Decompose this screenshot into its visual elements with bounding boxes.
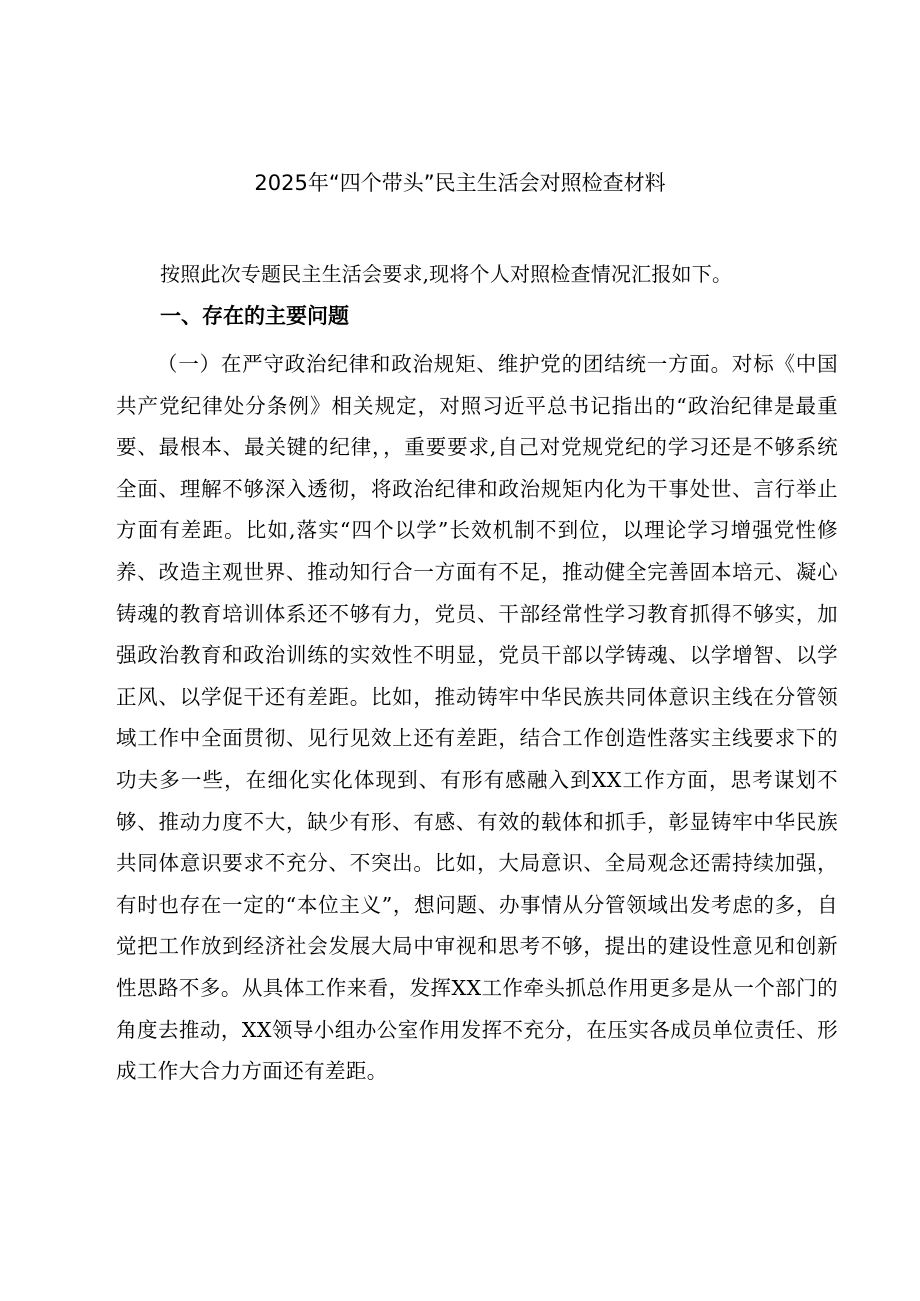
body-paragraph: （一）在严守政治纪律和政治规矩、维护党的团结统一方面。对标《中国共产党纪律处分条例》相关规定，对照习近平总书记指出的“政治纪律是最重要、最根本、最关键的纪律，，重要要求,自己对党规党纪的学习还是不够系统全面、理解不够深入透彻，将政治纪律和政治规矩内化为干事处世、言行举止方面有差距。比如,落实“四个以学”长效机制不到位，以理论学习增强党性修养、改造主观世界、推动知行合一方面有不足，推动健全完善固本培元、凝心铸魂的教育培训体系还不够有力，党员、干部经常性学习教育抓得不够实，加强政治教育和政治训练的实效性不明显，党员干部以学铸魂、以学增智、以学正风、以学促干还有差距。比如，推动铸牢中华民族共同体意识主线在分管领域工作中全面贯彻、见行见效上还有差距，结合工作创造性落实主线要求下的功夫多一些，在细化实化体现到、有形有感融入到XX工作方面，思考谋划不够、推动力度不大，缺少有形、有感、有效的载体和抓手，彰显铸牢中华民族共同体意识要求不充分、不突出。比如，大局意识、全局观念还需持续加强，有时也存在一定的“本位主义”，想问题、办事情从分管领域出发考虑的多，自觉把工作放到经济社会发展大局中审视和思考不够，提出的建设性意见和创新性思路不多。从具体工作来看，发挥XX工作牵头抓总作用更多是从一个部门的角度去推动，XX领导小组办公室作用发挥不充分，在压实各成员单位责任、形成工作大合力方面还有差距。 xyxy=(116,352,838,1084)
document-title: 2025年“四个带头”民主生活会对照检查材料 xyxy=(254,171,666,195)
section-heading: 一、存在的主要问题 xyxy=(160,304,349,328)
intro-paragraph: 按照此次专题民主生活会要求,现将个人对照检查情况汇报如下。 xyxy=(160,262,733,286)
